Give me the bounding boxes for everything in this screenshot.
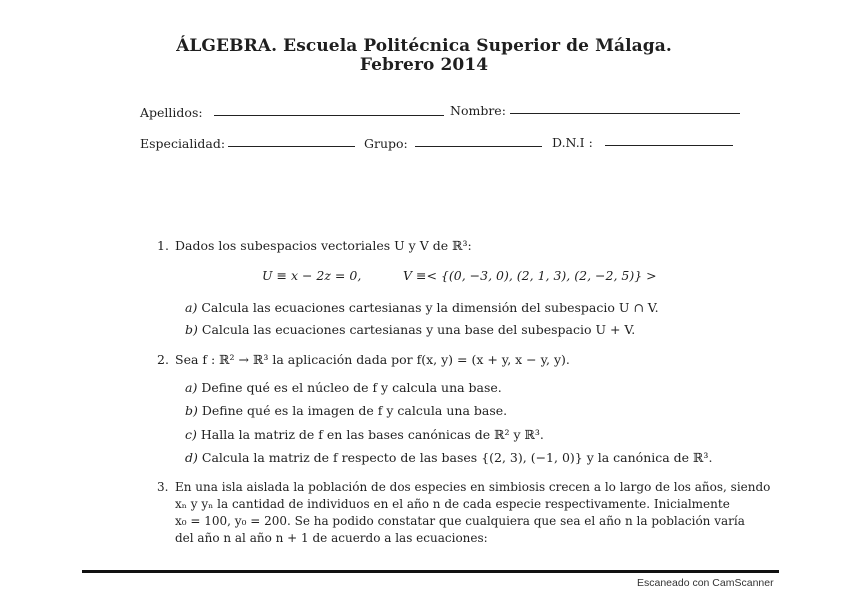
q1-item-b: b) Calcula las ecuaciones cartesianas y una base del subespacio U + V. [185, 322, 636, 337]
especialidad-field[interactable] [228, 145, 355, 147]
camscanner-watermark: Escaneado con CamScanner [637, 577, 774, 589]
q3-line-3: x₀ = 100, y₀ = 200. Se ha podido constatar que cualquiera que sea el año n la población varía [175, 514, 745, 528]
q2-number: 2. [157, 352, 169, 367]
q1-intro: 1. Dados los subespacios vectoriales U y V de ℝ³: [157, 238, 472, 253]
exam-title: ÁLGEBRA. Escuela Politécnica Superior de Málaga. [176, 36, 672, 56]
apellidos-label: Apellidos: [140, 105, 203, 120]
q2-item-b: b) Define qué es la imagen de f y calcula una base. [185, 403, 508, 418]
dni-label: D.N.I : [552, 135, 593, 150]
q3-line-4: del año n al año n + 1 de acuerdo a las ecuaciones: [175, 531, 488, 545]
scan-bottom-rule [82, 570, 779, 573]
q2-intro: 2. Sea f : ℝ² → ℝ³ la aplicación dada por f(x, y) = (x + y, x − y, y). [157, 352, 570, 367]
nombre-field[interactable] [510, 112, 740, 114]
q3-number: 3. [157, 480, 169, 494]
q2-item-a: a) Define qué es el núcleo de f y calcula una base. [185, 380, 502, 395]
q1-number: 1. [157, 238, 169, 253]
q2-item-d: d) Calcula la matriz de f respecto de las bases {(2, 3), (−1, 0)} y la canónica de ℝ³. [185, 450, 713, 465]
especialidad-label: Especialidad: [140, 136, 226, 151]
q2-item-c: c) Halla la matriz de f en las bases canónicas de ℝ² y ℝ³. [185, 427, 544, 442]
q1-equation-v: V ≡< {(0, −3, 0), (2, 1, 3), (2, −2, 5)} > [403, 268, 657, 283]
q1-item-a: a) Calcula las ecuaciones cartesianas y la dimensión del subespacio U ∩ V. [185, 300, 659, 315]
grupo-field[interactable] [415, 145, 542, 147]
apellidos-field[interactable] [214, 114, 444, 116]
grupo-label: Grupo: [364, 136, 408, 151]
q3-line-1: 3. En una isla aislada la población de dos especies en simbiosis crecen a lo largo de los años, siendo [157, 480, 771, 494]
dni-field[interactable] [605, 144, 733, 146]
nombre-label: Nombre: [450, 103, 506, 118]
q3-line-2: xₙ y yₙ la cantidad de individuos en el año n de cada especie respectivamente. Inicialmente [175, 497, 730, 511]
exam-date: Febrero 2014 [359, 55, 489, 75]
q1-equation-u: U ≡ x − 2z = 0, [262, 268, 362, 283]
